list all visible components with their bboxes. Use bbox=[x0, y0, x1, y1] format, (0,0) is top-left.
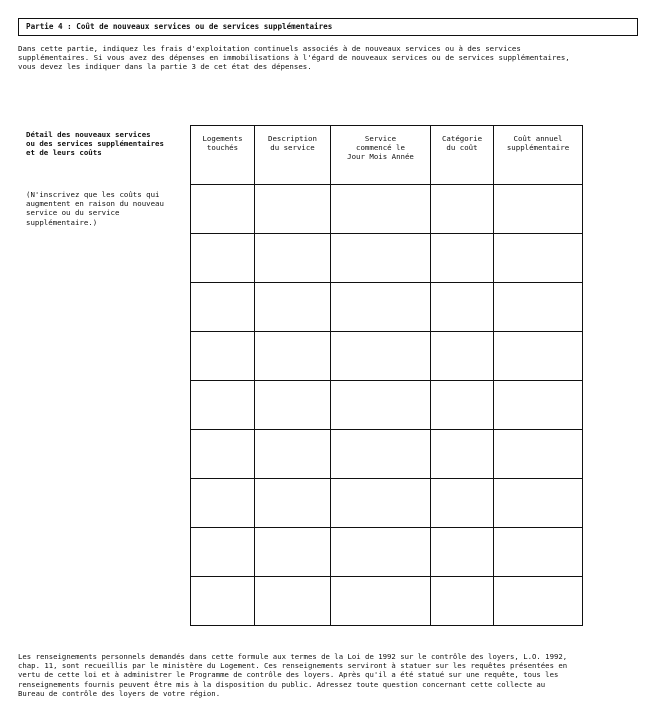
table-row bbox=[191, 479, 583, 528]
annual-cost-cell[interactable] bbox=[494, 332, 583, 381]
table-row bbox=[191, 430, 583, 479]
table-header-row bbox=[191, 126, 583, 185]
cost-category-cell[interactable] bbox=[431, 332, 494, 381]
description-cell[interactable] bbox=[255, 577, 331, 626]
cost-category-cell[interactable] bbox=[431, 234, 494, 283]
table-row bbox=[191, 381, 583, 430]
annual-cost-cell[interactable] bbox=[494, 479, 583, 528]
start-date-cell[interactable] bbox=[331, 283, 431, 332]
description-cell[interactable] bbox=[255, 528, 331, 577]
cost-category-cell[interactable] bbox=[431, 430, 494, 479]
start-date-cell[interactable] bbox=[331, 528, 431, 577]
description-cell[interactable] bbox=[255, 479, 331, 528]
description-cell[interactable] bbox=[255, 430, 331, 479]
description-cell[interactable] bbox=[255, 185, 331, 234]
annual-cost-cell[interactable] bbox=[494, 577, 583, 626]
cost-category-cell[interactable] bbox=[431, 381, 494, 430]
privacy-notice: Les renseignements personnels demandés dans cette formule aux termes de la Loi de 1992 sur le contrôle des loyers, L.O. 1992, chap. 11, sont recueillis par le ministère du Logement. Ces renseignements serviront à statuer sur les requêtes présentées en vertu de cette loi et à administrer le Programme de contrôle des loyers. Après qu'il a été statué sur une requête, tous les renseignements fournis peuvent être mis à la disposition du public. Adressez toute question concernant cette collecte au Bureau de contrôle des loyers de votre région. bbox=[18, 652, 568, 698]
description-cell[interactable] bbox=[255, 283, 331, 332]
services-detail-note: (N'inscrivez que les coûts qui augmentent en raison du nouveau service ou du service supplémentaire.) bbox=[26, 190, 164, 227]
section-title: Partie 4 : Coût de nouveaux services ou de services supplémentaires bbox=[26, 22, 333, 31]
table-row bbox=[191, 283, 583, 332]
units-cell[interactable] bbox=[191, 479, 255, 528]
cost-category-cell[interactable] bbox=[431, 577, 494, 626]
column-header-units: Logements touchés bbox=[191, 126, 255, 185]
table-row bbox=[191, 577, 583, 626]
table-body bbox=[191, 185, 583, 626]
start-date-cell[interactable] bbox=[331, 185, 431, 234]
intro-paragraph: Dans cette partie, indiquez les frais d'exploitation continuels associés à de nouveaux services ou à des services supplémentaires. Si vous avez des dépenses en immobilisations à l'égard de nouveaux services ou de services supplémentaires, vous devez les indiquer dans la partie 3 de cet état des dépenses. bbox=[18, 44, 570, 72]
annual-cost-cell[interactable] bbox=[494, 381, 583, 430]
services-detail-title: Détail des nouveaux services ou des services supplémentaires et de leurs coûts bbox=[26, 130, 164, 158]
start-date-cell[interactable] bbox=[331, 234, 431, 283]
units-cell[interactable] bbox=[191, 283, 255, 332]
units-cell[interactable] bbox=[191, 381, 255, 430]
units-cell[interactable] bbox=[191, 234, 255, 283]
description-cell[interactable] bbox=[255, 381, 331, 430]
start-date-cell[interactable] bbox=[331, 430, 431, 479]
services-cost-table bbox=[190, 125, 583, 626]
annual-cost-cell[interactable] bbox=[494, 430, 583, 479]
column-header-description: Description du service bbox=[255, 126, 331, 185]
units-cell[interactable] bbox=[191, 430, 255, 479]
table-row bbox=[191, 332, 583, 381]
table-row bbox=[191, 234, 583, 283]
annual-cost-cell[interactable] bbox=[494, 185, 583, 234]
cost-category-cell[interactable] bbox=[431, 479, 494, 528]
table-row bbox=[191, 185, 583, 234]
start-date-cell[interactable] bbox=[331, 381, 431, 430]
section-header bbox=[18, 18, 638, 36]
description-cell[interactable] bbox=[255, 332, 331, 381]
units-cell[interactable] bbox=[191, 577, 255, 626]
cost-category-cell[interactable] bbox=[431, 283, 494, 332]
units-cell[interactable] bbox=[191, 528, 255, 577]
start-date-cell[interactable] bbox=[331, 332, 431, 381]
annual-cost-cell[interactable] bbox=[494, 234, 583, 283]
column-header-start-date: Service commencé le Jour Mois Année bbox=[331, 126, 431, 185]
table-row bbox=[191, 528, 583, 577]
column-header-cost-category: Catégorie du coût bbox=[431, 126, 494, 185]
annual-cost-cell[interactable] bbox=[494, 283, 583, 332]
description-cell[interactable] bbox=[255, 234, 331, 283]
units-cell[interactable] bbox=[191, 185, 255, 234]
cost-category-cell[interactable] bbox=[431, 185, 494, 234]
start-date-cell[interactable] bbox=[331, 479, 431, 528]
cost-category-cell[interactable] bbox=[431, 528, 494, 577]
units-cell[interactable] bbox=[191, 332, 255, 381]
start-date-cell[interactable] bbox=[331, 577, 431, 626]
annual-cost-cell[interactable] bbox=[494, 528, 583, 577]
column-header-annual-cost: Coût annuel supplémentaire bbox=[494, 126, 583, 185]
